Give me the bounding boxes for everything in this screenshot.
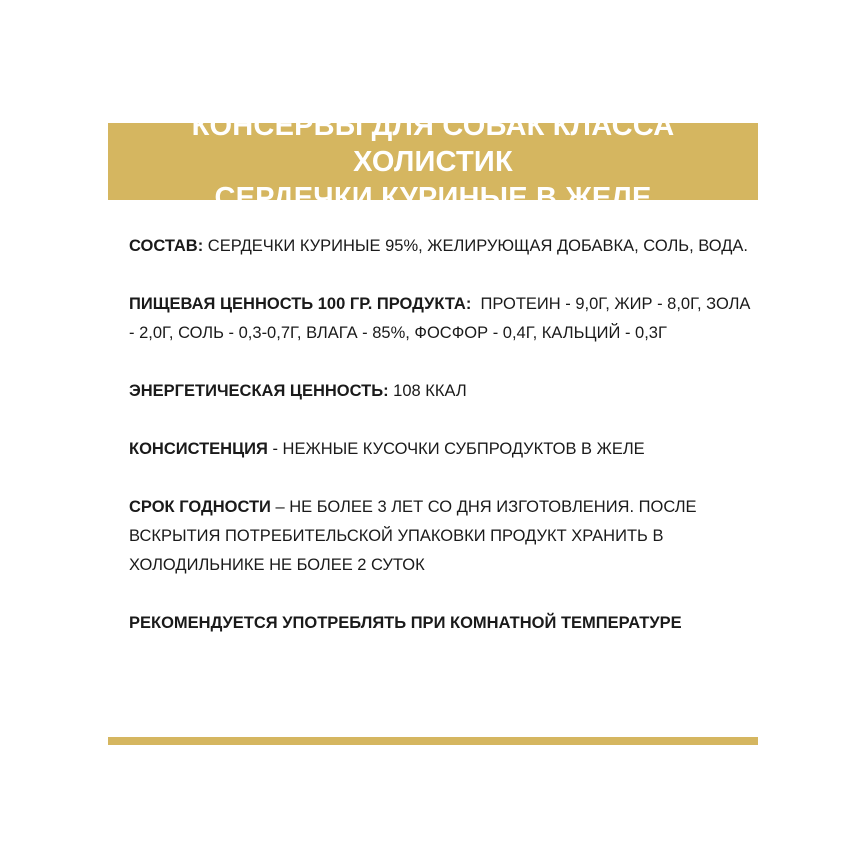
composition-label: СОСТАВ: <box>129 237 204 255</box>
nutrition-label: ПИЩЕВАЯ ЦЕННОСТЬ 100 ГР. ПРОДУКТА: <box>129 295 472 313</box>
recommendation-label: РЕКОМЕНДУЕТСЯ УПОТРЕБЛЯТЬ ПРИ КОМНАТНОЙ ТЕМПЕРАТУРЕ <box>129 614 682 632</box>
product-info <box>129 232 759 667</box>
energy-section <box>129 377 759 406</box>
shelf-life-label: СРОК ГОДНОСТИ <box>129 498 271 516</box>
title-banner <box>108 109 758 214</box>
shelf-life-section <box>129 493 759 580</box>
composition-text: СЕРДЕЧКИ КУРИНЫЕ 95%, ЖЕЛИРУЮЩАЯ ДОБАВКА, СОЛЬ, ВОДА. <box>203 237 748 255</box>
nutrition-section <box>129 290 759 348</box>
energy-text: 108 ККАЛ <box>388 382 467 400</box>
recommendation-section <box>129 609 759 638</box>
consistency-section <box>129 435 759 464</box>
energy-label: ЭНЕРГЕТИЧЕСКАЯ ЦЕННОСТЬ: <box>129 382 389 400</box>
consistency-text: - НЕЖНЫЕ КУСОЧКИ СУБПРОДУКТОВ В ЖЕЛЕ <box>267 440 645 458</box>
title-line-1: КОНСЕРВЫ ДЛЯ СОБАК КЛАССА ХОЛИСТИК <box>191 109 675 178</box>
nutrition-text: ПРОТЕИН - 9,0Г, ЖИР - 8,0Г, ЗОЛА - 2,0Г, СОЛЬ - 0,3-0,7Г, ВЛАГА - 85%, ФОСФОР - 0,4Г, КАЛЬЦИЙ - 0,3Г <box>129 295 756 342</box>
composition-section <box>129 232 759 261</box>
title-line-2: СЕРДЕЧКИ КУРИНЫЕ В ЖЕЛЕ <box>214 181 652 214</box>
consistency-label: КОНСИСТЕНЦИЯ <box>129 440 268 458</box>
shelf-life-text: – НЕ БОЛЕЕ 3 ЛЕТ СО ДНЯ ИЗГОТОВЛЕНИЯ. ПОСЛЕ ВСКРЫТИЯ ПОТРЕБИТЕЛЬСКОЙ УПАКОВКИ ПРОДУКТ ХРАНИТЬ В ХОЛОДИЛЬНИКЕ НЕ БОЛЕЕ 2 СУТОК <box>129 498 697 574</box>
bottom-divider <box>108 737 758 745</box>
